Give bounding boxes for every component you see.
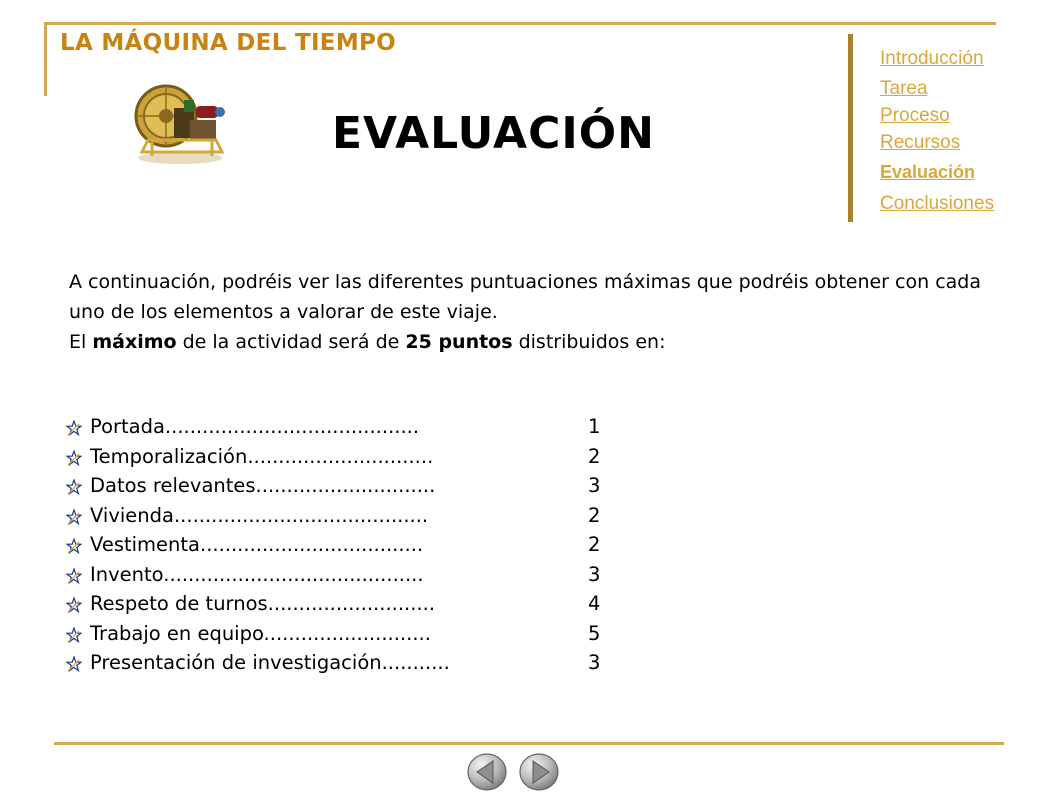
score-points: 3 <box>588 562 601 586</box>
nav-link-proceso[interactable]: Proceso <box>880 105 950 126</box>
score-label: Vestimenta.................................... <box>90 533 424 556</box>
score-row-vivienda <box>66 501 626 531</box>
score-row-datos-relevantes <box>66 471 626 501</box>
score-row-presentacion <box>66 648 626 678</box>
previous-page-button[interactable] <box>466 752 508 792</box>
score-row-invento <box>66 560 626 590</box>
star-bullet-icon <box>66 420 82 436</box>
nav-link-tarea[interactable]: Tarea <box>880 78 928 99</box>
intro-line-2e: distribuidos en: <box>512 331 666 353</box>
page-heading: EVALUACIÓN <box>332 108 655 159</box>
intro-total-points: 25 puntos <box>405 331 513 353</box>
score-points: 2 <box>588 533 601 556</box>
star-bullet-icon <box>66 509 82 525</box>
star-bullet-icon <box>66 568 82 584</box>
nav-divider <box>848 34 853 222</box>
score-points: 2 <box>588 444 601 468</box>
intro-line-2c: de la actividad será de <box>176 331 406 353</box>
score-row-portada <box>66 412 626 442</box>
score-points: 3 <box>588 651 601 674</box>
header-frame-top <box>44 22 996 25</box>
star-bullet-icon <box>66 538 82 554</box>
score-label: Datos relevantes............................. <box>90 474 436 497</box>
section-nav <box>880 48 1058 218</box>
nav-link-conclusiones[interactable]: Conclusiones <box>880 193 995 214</box>
score-row-vestimenta <box>66 530 626 560</box>
nav-link-introduccion[interactable]: Introducción <box>880 48 984 69</box>
score-label: Temporalización.............................. <box>90 444 434 468</box>
intro-line-2a: El <box>69 331 93 353</box>
nav-link-evaluacion[interactable]: Evaluación <box>880 162 976 182</box>
score-label: Trabajo en equipo........................... <box>90 621 431 645</box>
score-row-trabajo-equipo <box>66 619 626 649</box>
score-label: Respeto de turnos........................... <box>90 592 436 615</box>
score-points: 4 <box>588 592 601 615</box>
star-bullet-icon <box>66 656 82 672</box>
intro-text <box>69 267 1009 357</box>
score-points: 3 <box>588 474 601 497</box>
intro-max-label: máximo <box>92 331 177 353</box>
next-page-button[interactable] <box>518 752 560 792</box>
nav-link-recursos[interactable]: Recursos <box>880 132 961 153</box>
score-list <box>66 412 626 678</box>
score-points: 5 <box>588 621 601 645</box>
star-bullet-icon <box>66 450 82 466</box>
score-label: Invento.......................................... <box>90 562 424 586</box>
score-points: 1 <box>588 415 601 438</box>
time-machine-logo <box>130 78 230 168</box>
intro-line-1: A continuación, podréis ver las diferentes puntuaciones máximas que podréis obtener con cada uno de los elementos a valorar de este viaje. <box>69 271 981 323</box>
score-row-temporalizacion <box>66 442 626 472</box>
header-frame-left <box>44 22 47 96</box>
site-title: LA MÁQUINA DEL TIEMPO <box>60 30 397 56</box>
score-row-respeto-turnos <box>66 589 626 619</box>
footer-divider <box>54 742 1004 745</box>
score-points: 2 <box>588 503 601 527</box>
score-label: Vivienda......................................... <box>90 503 429 527</box>
star-bullet-icon <box>66 597 82 613</box>
score-label: Presentación de investigación........... <box>90 651 450 674</box>
score-label: Portada......................................... <box>90 415 420 438</box>
star-bullet-icon <box>66 627 82 643</box>
star-bullet-icon <box>66 479 82 495</box>
